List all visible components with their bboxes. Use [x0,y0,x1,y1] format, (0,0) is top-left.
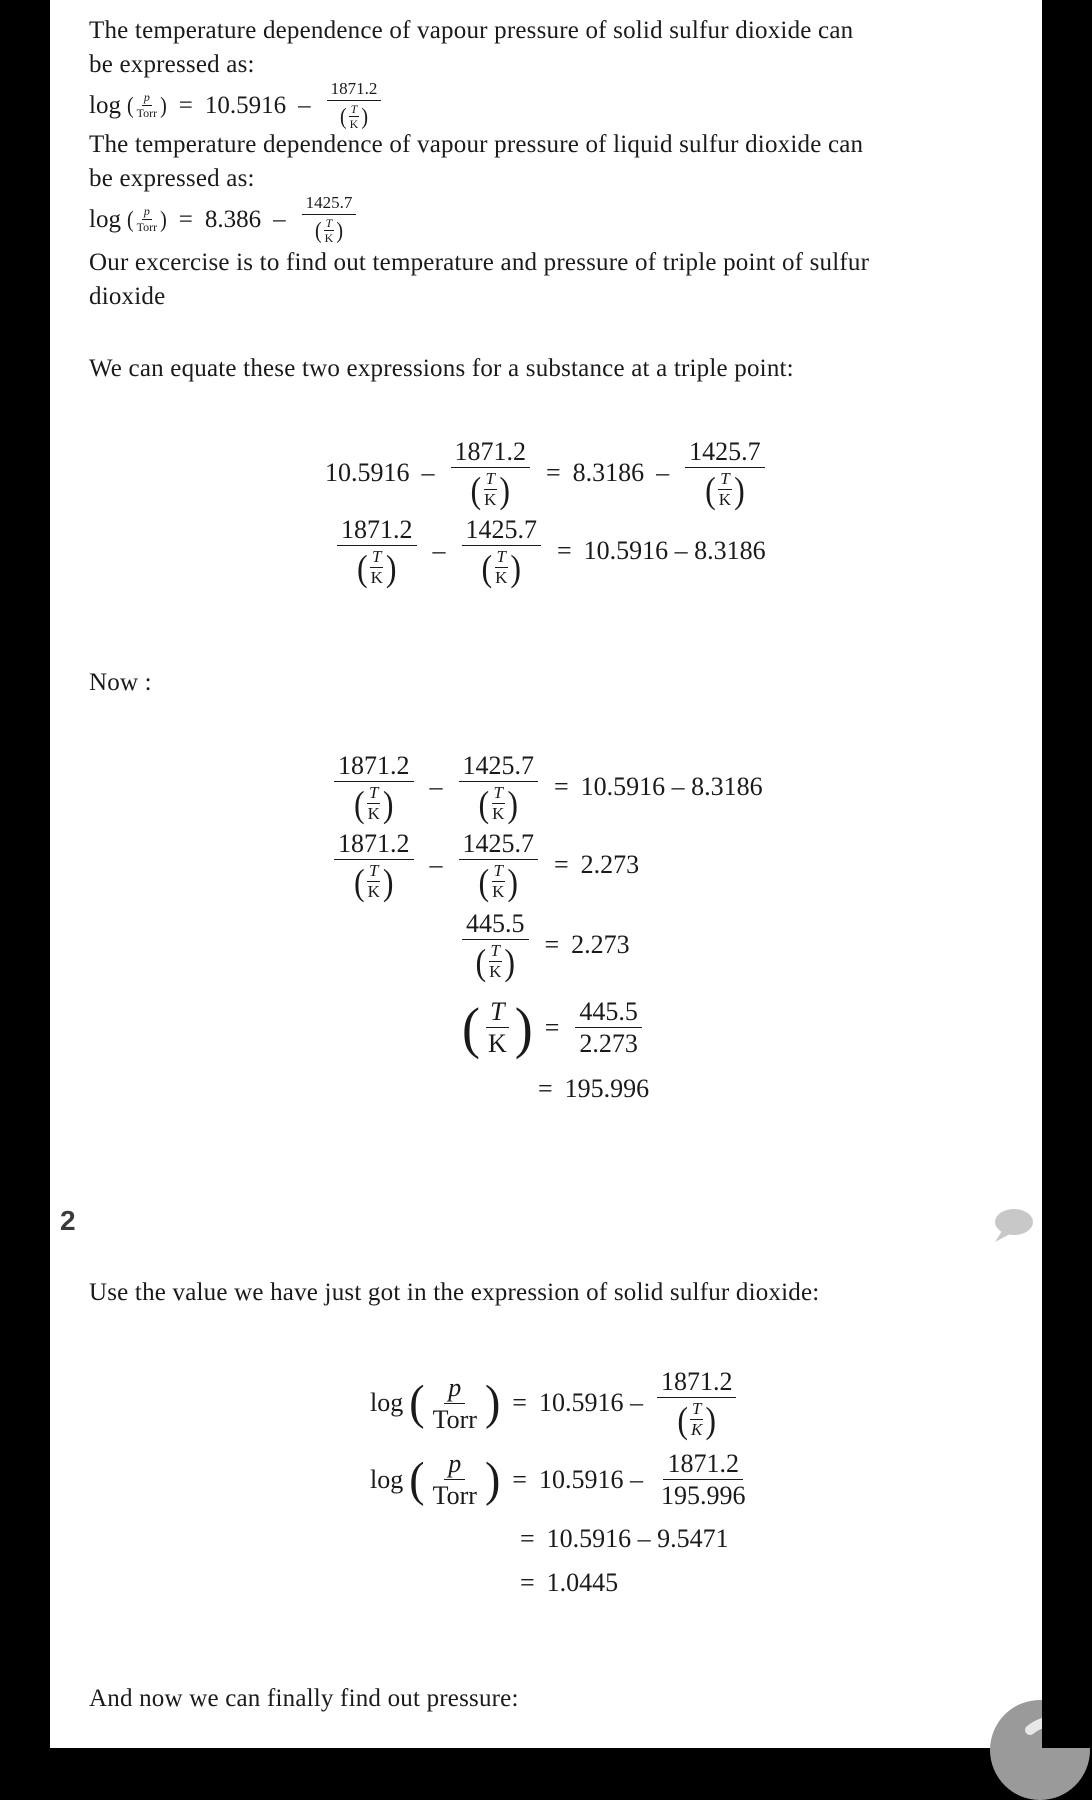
torr-unit: Torr [136,106,158,121]
constant: 8.386 [204,205,262,233]
numerator: 1871.2 [663,1450,743,1480]
numerator: 1871.2 [334,830,414,860]
p-symbol: p [444,1374,465,1404]
k-unit: K [349,117,359,132]
now-row-3 [458,910,630,981]
step-number: 2 [60,1205,76,1236]
solid-equation [89,80,385,131]
equals-sign: = [512,1464,527,1494]
numerator: 445.5 [575,998,642,1028]
numerator: 445.5 [462,910,529,940]
text-line: Our excercise is to find out temperature and pressure of triple point of sulfur [89,249,870,276]
liquid-description [89,128,1029,196]
now-row-5 [538,1074,649,1104]
fraction: 1425.7 ( $\frac{T}{K}$ ) [302,194,357,245]
left-paren: ( [409,1376,425,1430]
comment-bubble-icon[interactable] [990,1207,1034,1245]
fraction: 1871.2 ( $\frac{T}{K}$ ) [327,80,382,131]
equate-row-1 [325,438,769,509]
exercise-description [89,246,1029,314]
solid-description [89,14,1029,82]
fraction: 1425.7 ( $\frac{T}{K}$ ) [462,516,542,587]
t-symbol: T [720,469,730,489]
numerator: 1871.2 [334,752,414,782]
k-unit: K [367,804,380,824]
equals-sign: = [538,1074,553,1103]
equals-sign: = [178,91,193,119]
constant: 8.3186 [572,458,645,488]
k-unit: K [367,882,380,902]
numerator: 1425.7 [462,516,542,546]
equals-sign: = [520,1524,535,1553]
p-symbol: p [444,1450,465,1480]
minus-sign: – [429,772,443,802]
equals-sign: = [512,1388,527,1418]
fraction [575,998,642,1058]
left-paren: ( [462,996,480,1060]
equals-sign: = [544,930,560,960]
p-over-torr [429,1374,481,1434]
right-paren: ) [484,1376,501,1430]
fraction: 1425.7 ( $\frac{T}{K}$ ) [459,830,539,901]
t-symbol: T [369,783,379,803]
log-pressure-result: 1.0445 [546,1568,619,1597]
minus-sign: – [273,205,286,233]
minus-sign: – [298,91,311,119]
log-label: log [370,1388,404,1418]
k-unit: K [495,568,508,588]
equals-sign: = [554,772,569,802]
constant: 10.5916 [204,91,287,119]
rhs-value: 10.5916 – 9.5471 [546,1524,729,1553]
equals-sign: = [557,536,572,566]
temperature-result: 195.996 [564,1074,650,1103]
p-over-torr [429,1450,481,1510]
pressure-row-3 [520,1524,729,1554]
equals-sign: = [520,1568,535,1597]
t-symbol: T [350,101,358,116]
numerator: 1871.2 [327,80,382,101]
left-paren: ( [409,1452,425,1507]
denominator: 195.996 [660,1481,746,1511]
numerator: 1425.7 [459,830,539,860]
p-over-torr: ( $\frac{p}{\text{Torr}}$ ) [126,204,167,235]
log-label: log [89,205,121,233]
right-paren: ) [514,996,533,1060]
text-line: The temperature dependence of vapour pressure of solid sulfur dioxide can [89,17,854,44]
k-unit: K [492,882,505,902]
pressure-row-2 [370,1450,753,1510]
t-symbol: T [486,998,508,1028]
fraction: 1871.2 ( $\frac{T}{K}$ ) [337,516,417,587]
fraction: 1871.2 ( $\frac{T}{K}$ ) [451,438,531,509]
k-unit: K [492,804,505,824]
text-line: be expressed as: [89,165,255,192]
now-label: Now : [89,669,152,696]
rhs-value: 2.273 [580,850,640,880]
k-unit: K [324,231,334,246]
rhs-value: 10.5916 – 8.3186 [583,536,766,566]
right-paren: ) [484,1452,501,1507]
fraction: 1871.2 ( $\frac{T}{K}$ ) [334,830,414,901]
constant: 10.5916 – [538,1464,643,1494]
t-symbol: T [485,469,495,489]
minus-sign: – [432,536,446,566]
numerator: 1871.2 [657,1368,737,1398]
pressure-row-4 [520,1568,618,1598]
now-row-1 [330,752,763,823]
minus-sign: – [656,458,670,488]
minus-sign: – [421,458,435,488]
rhs-value: 2.273 [571,930,630,960]
fraction: 1425.7 ( $\frac{T}{K}$ ) [459,752,539,823]
numerator: 1871.2 [337,516,417,546]
t-symbol: T [372,547,382,567]
equate-row-2 [333,516,766,587]
t-symbol: T [369,861,379,881]
constant: 10.5916 [325,458,410,488]
equals-sign: = [554,850,569,880]
now-row-4 [462,998,646,1058]
t-over-k [484,998,511,1058]
t-symbol: T [493,783,503,803]
p-symbol: p [143,204,150,219]
p-symbol: p [143,90,150,105]
k-unit: K [489,962,502,982]
liquid-equation [89,194,360,245]
t-symbol: T [691,1399,702,1419]
p-over-torr: ( $\frac{p}{\text{Torr}}$ ) [126,90,167,121]
equals-sign: = [178,205,193,233]
t-symbol: T [493,861,503,881]
equals-sign: = [544,1012,560,1042]
t-symbol: T [496,547,506,567]
log-label: log [370,1464,404,1494]
k-unit: K [484,490,497,510]
equate-instruction: We can equate these two expressions for a substance at a triple point: [89,355,794,382]
final-instruction: And now we can finally find out pressure: [89,1685,519,1712]
log-label: log [89,91,121,119]
torr-unit: Torr [432,1404,477,1434]
torr-unit: Torr [136,220,158,235]
k-unit: K [691,1420,703,1440]
k-unit: K [487,1029,507,1059]
minus-sign: – [429,850,443,880]
text-line: dioxide [89,283,166,310]
numerator: 1425.7 [685,438,765,468]
frame-edge [1042,1650,1092,1748]
pressure-row-1 [370,1368,740,1439]
constant: 10.5916 – [538,1388,643,1418]
k-unit: K [370,568,383,588]
denominator: 2.273 [579,1029,638,1059]
fraction: 1425.7 ( $\frac{T}{K}$ ) [685,438,765,509]
now-row-2 [330,830,639,901]
numerator: 1425.7 [459,752,539,782]
fraction: 1871.2 ( $\frac{T}{K}$ ) [334,752,414,823]
rhs-value: 10.5916 – 8.3186 [580,772,763,802]
text-line: The temperature dependence of vapour pressure of liquid sulfur dioxide can [89,131,864,158]
numerator: 1871.2 [451,438,531,468]
equals-sign: = [546,458,561,488]
fraction: 1871.2 ( $\frac{T}{K}$ ) [657,1368,737,1439]
fraction [657,1450,750,1510]
solution-page [50,0,1042,1748]
k-unit: K [718,490,732,510]
t-symbol: T [490,941,500,961]
t-symbol: T [325,215,333,230]
numerator: 1425.7 [302,194,357,215]
fraction: 445.5 ( $\frac{T}{K}$ ) [462,910,529,981]
use-value-instruction: Use the value we have just got in the expression of solid sulfur dioxide: [89,1279,820,1306]
torr-unit: Torr [432,1481,477,1511]
text-line: be expressed as: [89,51,255,78]
